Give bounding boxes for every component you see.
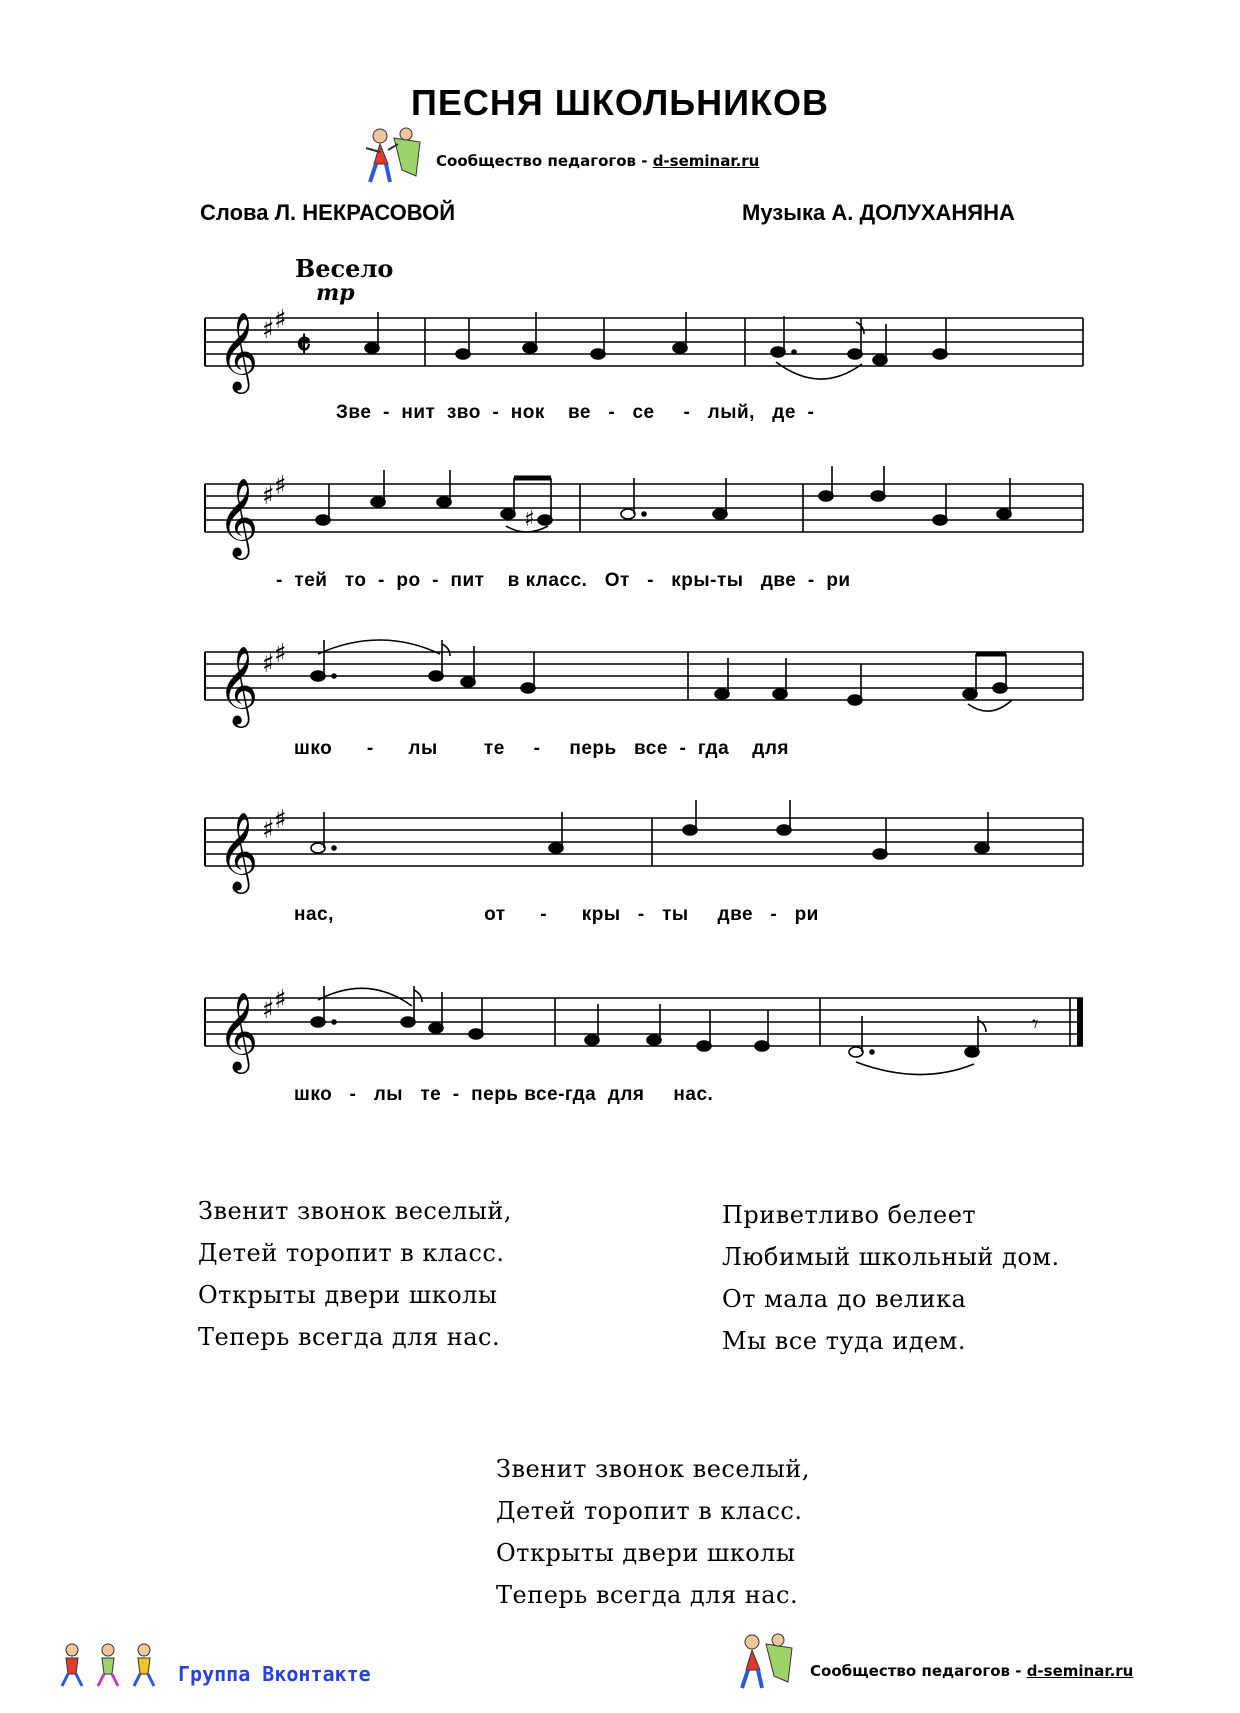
verse-bottom-line: Открыты двери школы — [496, 1539, 796, 1567]
verse-left — [198, 1190, 512, 1358]
score-lyric-4: нас, от - кры - ты две - ри — [294, 904, 819, 925]
score-lyric-5: шко - лы те - перь все-гда для нас. — [294, 1084, 714, 1105]
header-community: Сообщество педагогов - — [436, 152, 648, 170]
verse-right-line: От мала до велика — [722, 1285, 967, 1313]
footer-logo-icon — [730, 1630, 800, 1700]
svg-text:♯: ♯ — [262, 649, 275, 679]
verse-bottom-line: Теперь всегда для нас. — [496, 1581, 799, 1609]
tempo-marking: Весело — [295, 254, 394, 283]
song-title: ПЕСНЯ ШКОЛЬНИКОВ — [411, 82, 829, 123]
svg-text:𝄞: 𝄞 — [218, 812, 259, 891]
verse-left-line: Открыты двери школы — [198, 1281, 498, 1309]
svg-text:♯: ♯ — [274, 985, 287, 1015]
music-credit: Музыка А. ДОЛУХАНЯНА — [742, 200, 1015, 225]
verse-right-line: Любимый школьный дом. — [722, 1243, 1060, 1271]
header-logo-icon — [358, 124, 428, 194]
svg-text:♯: ♯ — [262, 481, 275, 511]
svg-text:♯: ♯ — [274, 639, 287, 669]
svg-text:𝄾: 𝄾 — [1032, 1010, 1039, 1038]
staff-1 — [0, 300, 1240, 410]
dynamic-marking: mp — [316, 280, 355, 306]
score-lyric-3: шко - лы те - перь все - гда для — [294, 738, 789, 759]
footer-site-link[interactable]: d-seminar.ru — [1026, 1662, 1134, 1680]
svg-text:♯: ♯ — [274, 471, 287, 501]
verse-right-line: Мы все туда идем. — [722, 1327, 966, 1355]
score-lyric-2: - тей то - ро - пит в класс. От - кры-ты две - ри — [276, 570, 851, 591]
staff-4 — [0, 800, 1240, 910]
kids-icon — [56, 1640, 166, 1688]
svg-text:♯: ♯ — [262, 815, 275, 845]
svg-text:♯: ♯ — [262, 995, 275, 1025]
staff-5 — [0, 980, 1240, 1090]
verse-left-line: Звенит звонок веселый, — [198, 1197, 513, 1225]
vk-group-link[interactable]: Группа Вконтакте — [178, 1662, 371, 1686]
score-lyric-1: Зве - нит зво - нок ве - се - лый, де - — [336, 402, 815, 423]
svg-text:𝄵: 𝄵 — [296, 325, 312, 365]
verse-bottom-line: Детей торопит в класс. — [496, 1497, 803, 1525]
staff-2 — [0, 466, 1240, 576]
verse-right — [722, 1194, 1060, 1362]
svg-text:𝄞: 𝄞 — [218, 478, 259, 557]
verse-left-line: Теперь всегда для нас. — [198, 1323, 501, 1351]
staff-3 — [0, 634, 1240, 744]
svg-text:𝄞: 𝄞 — [218, 646, 259, 725]
footer-site-line — [810, 1662, 1133, 1680]
svg-text:𝄞: 𝄞 — [218, 992, 259, 1071]
verse-right-line: Приветливо белеет — [722, 1201, 977, 1229]
footer-community: Сообщество педагогов - — [810, 1662, 1022, 1680]
verse-bottom — [496, 1448, 810, 1616]
svg-text:♯: ♯ — [524, 507, 535, 532]
verse-left-line: Детей торопит в класс. — [198, 1239, 505, 1267]
svg-text:♯: ♯ — [262, 315, 275, 345]
svg-text:𝄞: 𝄞 — [218, 312, 259, 391]
words-credit: Слова Л. НЕКРАСОВОЙ — [200, 200, 456, 225]
svg-text:♯: ♯ — [274, 805, 287, 835]
header-site-line — [436, 152, 759, 170]
svg-text:♯: ♯ — [274, 305, 287, 335]
header-site-link[interactable]: d-seminar.ru — [652, 152, 760, 170]
verse-bottom-line: Звенит звонок веселый, — [496, 1455, 811, 1483]
